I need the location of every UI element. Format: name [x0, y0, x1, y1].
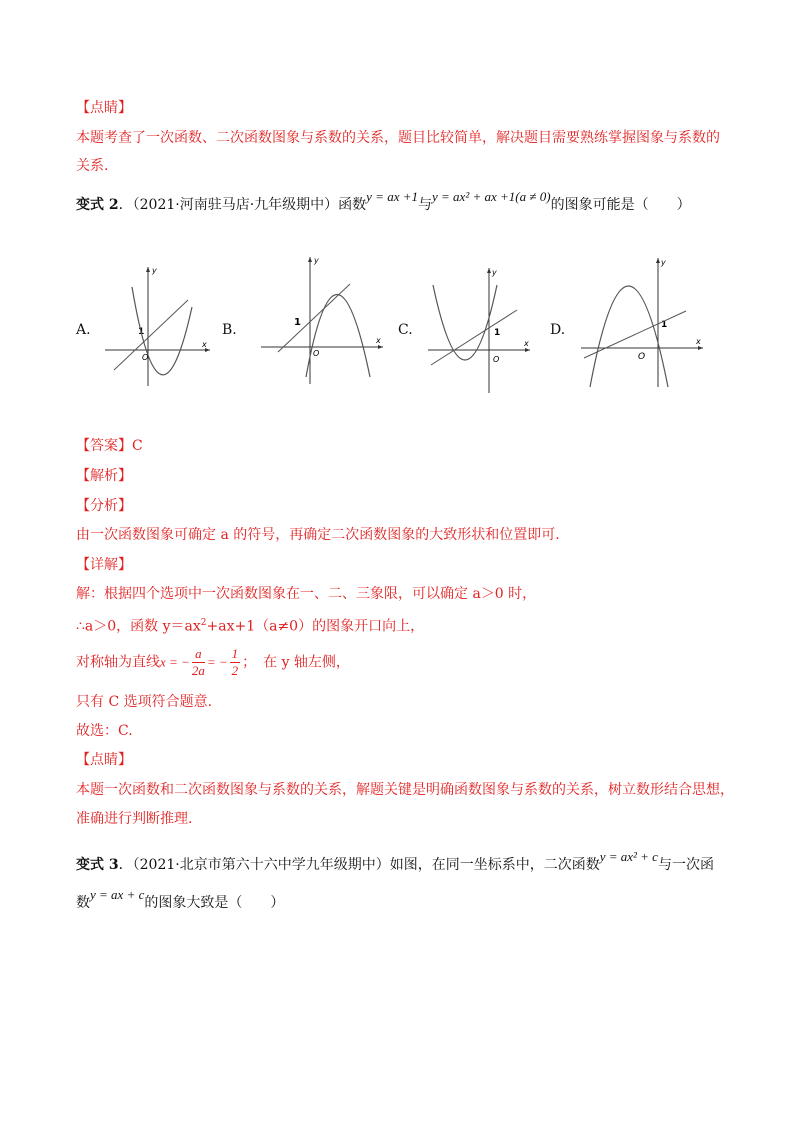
- dianjing-text-2: 关系.: [76, 158, 109, 174]
- variant2-label: 变式 2: [76, 197, 119, 213]
- variant2-formula-1: y = ax +1: [366, 189, 418, 204]
- option-c-one: 1: [494, 328, 501, 338]
- variant3-line2-a: 数: [76, 895, 90, 911]
- option-d-one: 1: [661, 320, 668, 330]
- option-a-y-label: y: [152, 266, 157, 275]
- detail-line-2-b: +ax+1（a≠0）的图象开口向上，: [206, 618, 425, 635]
- detail-line-3-a: 对称轴为直线: [76, 654, 160, 671]
- fraction-2-numerator: 1: [231, 646, 239, 661]
- option-b-graph: [258, 252, 388, 387]
- option-d-parabola: [590, 286, 668, 387]
- detail-line-3-eq: = −: [206, 654, 228, 670]
- option-b-x-label: x: [376, 336, 381, 345]
- variant3-formula-1: y = ax² + c: [599, 849, 658, 864]
- option-d-y-label: y: [661, 258, 666, 267]
- variant2-mid: 与: [418, 197, 432, 213]
- detail-line-1: 解：根据四个选项中一次函数图象在一、二、三象限，可以确定 a＞0 时，: [76, 586, 537, 602]
- option-c-origin: O: [493, 355, 500, 364]
- option-a-parabola: [132, 287, 192, 375]
- variant3-mid: 与一次函: [657, 857, 714, 873]
- fraction-a-over-2a: [192, 646, 205, 679]
- option-b-origin: O: [313, 349, 320, 358]
- option-c-y-label: y: [492, 268, 497, 277]
- option-a-origin: O: [142, 353, 149, 362]
- option-d-label: D.: [550, 322, 566, 338]
- dianjing-text-3: 本题一次函数和二次函数图象与系数的关系，解题关键是明确函数图象与系数的关系，树立数形结合思想，: [76, 782, 734, 798]
- dianjing-text-4: 准确进行判断推理.: [76, 811, 193, 827]
- option-b-one: 1: [294, 317, 301, 328]
- option-c-label: C.: [398, 322, 413, 338]
- variant2-source: ．（2021·河南驻马店·九年级期中）函数: [118, 197, 367, 213]
- option-d-line: [584, 311, 686, 358]
- variant3-question-line-2: [76, 887, 285, 913]
- detail-line-2-a: ∴a＞0，函数 y＝ax: [76, 618, 201, 635]
- option-c-parabola: [433, 285, 497, 360]
- option-d-x-label: x: [696, 337, 701, 346]
- detail-line-4: 只有 C 选项符合题意.: [76, 694, 213, 710]
- variant3-label: 变式 3: [76, 857, 119, 873]
- detail-line-3-b: ； 在 y 轴左侧，: [242, 654, 350, 671]
- variant3-formula-2: y = ax + c: [90, 887, 145, 902]
- option-a-graph: [100, 262, 215, 387]
- option-c-line: [431, 310, 517, 365]
- option-b-line: [278, 284, 350, 352]
- fenxi-heading: 【分析】: [76, 498, 132, 514]
- variant3-question-line-1: [76, 849, 714, 875]
- detail-line-3-x: x = −: [160, 654, 190, 670]
- fenxi-text: 由一次函数图象可确定 a 的符号，再确定二次函数图象的大致形状和位置即可.: [76, 527, 560, 543]
- variant2-tail: 的图象可能是（ ）: [550, 197, 691, 213]
- fraction-one-half: [230, 646, 241, 679]
- option-c-graph: [425, 265, 535, 395]
- answer-value: C: [132, 438, 143, 454]
- analysis-heading: 【解析】: [76, 468, 132, 484]
- fraction-1-numerator: a: [192, 646, 205, 663]
- option-d-graph: [578, 255, 708, 390]
- option-a-x-label: x: [202, 340, 207, 349]
- detail-line-2-sup: 2: [200, 618, 207, 628]
- option-a-label: A.: [76, 322, 91, 338]
- detail-line-3: [76, 646, 350, 679]
- option-b-y-label: y: [314, 256, 319, 265]
- option-b-parabola: [306, 295, 370, 378]
- variant3-source: ．（2021·北京市第六十六中学九年级期中）如图，在同一坐标系中，二次函数: [118, 857, 600, 873]
- fraction-2-denominator: 2: [231, 663, 239, 678]
- detail-line-2: [76, 613, 424, 637]
- option-c-x-label: x: [524, 339, 529, 348]
- dianjing-heading-1: 【点睛】: [76, 100, 132, 116]
- variant3-line2-b: 的图象大致是（ ）: [144, 895, 285, 911]
- fraction-1-denominator: 2a: [191, 663, 205, 678]
- detail-line-5: 故选：C.: [76, 723, 133, 739]
- dianjing-text-1: 本题考查了一次函数、二次函数图象与系数的关系，题目比较简单，解决题目需要熟练掌握图象与系数的: [76, 130, 720, 146]
- detail-heading: 【详解】: [76, 557, 132, 573]
- answer-heading: 【答案】: [76, 438, 132, 454]
- option-b-label: B.: [222, 322, 237, 338]
- option-a-one: 1: [138, 327, 145, 337]
- answer-row: [76, 436, 143, 456]
- dianjing-heading-2: 【点睛】: [76, 752, 132, 768]
- option-d-origin: O: [638, 352, 646, 362]
- variant2-formula-2: y = ax² + ax +1(a ≠ 0): [432, 189, 551, 204]
- variant2-question: [76, 189, 691, 215]
